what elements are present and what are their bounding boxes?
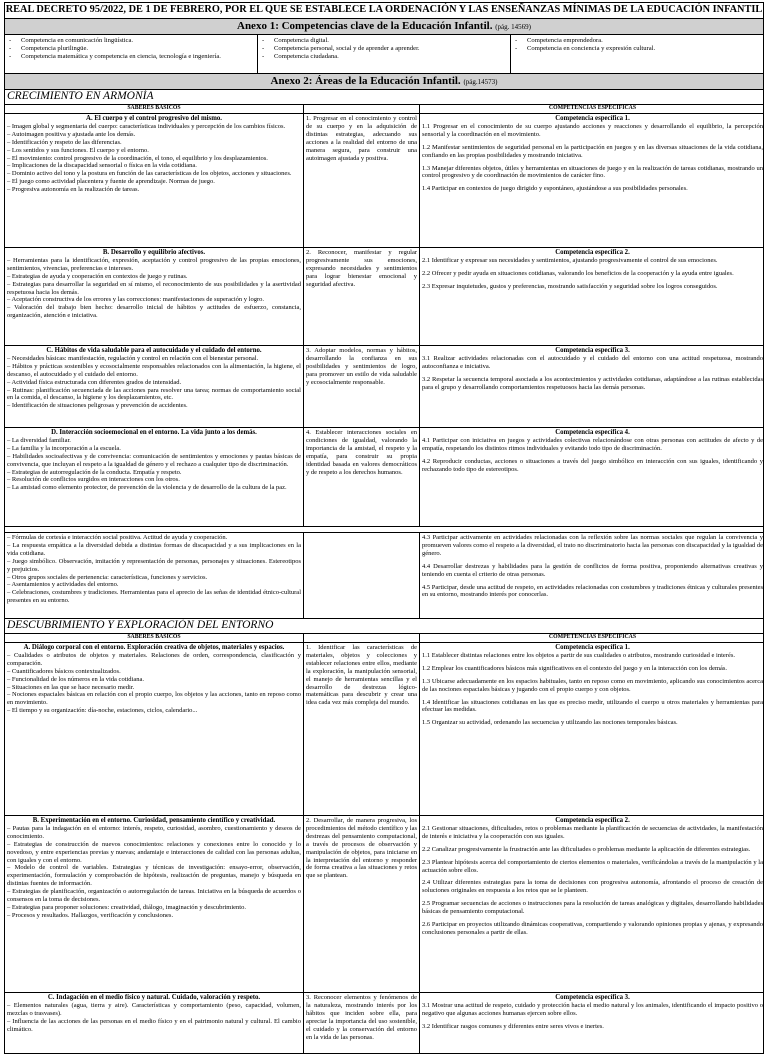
criterio-item: 3.1 Mostrar una actitud de respeto, cuidado y protección hacia el medio natural y los animales, identificando el impacto positivo o negativo que algunas acciones humanas ejercen sobre ellos. <box>422 1001 763 1017</box>
criterios-heading: Competencia específica 2. <box>555 249 630 256</box>
criterio-item: 4.3 Participar activamente en actividades relacionadas con la reflexión sobre las normas sociales que regulan la convivencia y promueven valores como el respeto a la diversidad, el trato no discriminatorio hacia las personas con discapacidad y la igualdad de género. <box>422 534 763 557</box>
criterio-item: 3.2 Respetar la secuencia temporal asociada a los acontecimientos y actividades cotidianas, adaptándose a las rutinas establecidas para el grupo y desarrollando comportamientos respetuosos hacia las demás personas. <box>422 375 763 391</box>
area1-block-d <box>4 428 764 527</box>
criterios-heading: Competencia específica 2. <box>555 817 630 824</box>
saberes-item: – Imagen global y segmentaria del cuerpo: características individuales y percepción de los cambios físicos. <box>7 122 286 130</box>
criterio-item: 4.5 Participar, desde una actitud de respeto, en actividades relacionadas con costumbres y tradiciones étnicas y culturales presentes en su entorno, mostrando interés por conocerlas. <box>422 583 763 599</box>
competencia-especifica-cell <box>303 533 419 618</box>
key-competence-item: - Competencia en comunicación lingüística. <box>9 37 253 45</box>
competencia-especifica-cell: 4. Establecer interacciones sociales en condiciones de igualdad, valorando la importancia de la amistad, el respeto y la empatía, para construir su propia identidad basada en valores democráticos y de respeto a los derechos humanos. <box>303 428 419 526</box>
annex2-header <box>4 74 764 90</box>
criterio-item: 1.1 Progresar en el conocimiento de su cuerpo ajustando acciones y reacciones y desarrollando el equilibrio, la percepción sensorial y la coordinación en el movimiento. <box>422 122 763 138</box>
saberes-item: – Celebraciones, costumbres y tradiciones. Herramientas para el aprecio de las señas de identidad étnico-cultural presentes en su entorno. <box>7 589 301 605</box>
saberes-item: – El tiempo y su organización: día-noche, estaciones, ciclos, calendario... <box>7 707 198 715</box>
area2-block-a <box>4 643 764 816</box>
criterio-item: 2.5 Programar secuencias de acciones o instrucciones para la resolución de tareas analógicas y digitales, desarrollando habilidades básicas de pensamiento computacional. <box>422 900 763 916</box>
saberes-cell <box>5 533 303 618</box>
criterio-item: 4.2 Reproducir conductas, acciones o situaciones a través del juego simbólico en interacción con sus iguales, identificando y rechazando todo tipo de estereotipos. <box>422 457 763 473</box>
criterio-item: 3.1 Realizar actividades relacionadas con el autocuidado y el cuidado del entorno con una actitud respetuosa, mostrando autoconfianza e iniciativa. <box>422 354 763 370</box>
criterio-item: 2.2 Ofrecer y pedir ayuda en situaciones cotidianas, valorando los beneficios de la cooperación y la ayuda entre iguales. <box>422 269 734 277</box>
key-competence-item: - Competencia matemática y competencia en ciencia, tecnología e ingeniería. <box>9 53 253 61</box>
criterios-heading: Competencia específica 4. <box>555 429 630 436</box>
criterio-item: 2.1 Gestionar situaciones, dificultades, retos o problemas mediante la planificación de secuencias de actividades, la manifestación de interés e iniciativa y la cooperación con sus iguales. <box>422 824 763 840</box>
criterio-item: 1.3 Ubicarse adecuadamente en los espacios habituales, tanto en reposo como en movimiento, aplicando sus conocimientos acerca de las nociones espaciales básicas y jugando con el propio cuerpo y con objetos. <box>422 677 763 693</box>
saberes-item: – Cuantificadores básicos contextualizados. <box>7 667 121 675</box>
saberes-item: – Modelo de control de variables. Estrategias y técnicas de investigación: ensayo-error, observación, experimentación, formulación y comprobación de hipótesis, realización de preguntas, manejo y búsqueda en distintas fuentes de información. <box>7 864 301 888</box>
saberes-item: – Procesos y resultados. Hallazgos, verificación y conclusiones. <box>7 911 174 919</box>
annex2-page: (pág.14573) <box>463 78 498 86</box>
saberes-item: – Estrategias para desarrollar la seguridad en sí mismo, el reconocimiento de sus posibilidades y la asertividad respetuosa hacia los demás. <box>7 280 301 296</box>
criterios-heading: Competencia específica 1. <box>555 644 630 651</box>
saberes-item: – Valoración del trabajo bien hecho: desarrollo inicial de hábitos y actitudes de esfuerzo, constancia, organización, atención e iniciativa. <box>7 304 301 320</box>
criterios-heading: Competencia específica 3. <box>555 994 630 1001</box>
saberes-cell <box>5 248 303 345</box>
saberes-item: – Implicaciones de la discapacidad sensorial o física en la vida cotidiana. <box>7 162 197 170</box>
annex1-header <box>4 19 764 35</box>
area1-block-a <box>4 114 764 248</box>
area1-column-headers <box>4 104 764 114</box>
saberes-item: – Nociones espaciales básicas en relación con el propio cuerpo, los objetos y las acciones, tanto en reposo como en movimiento. <box>7 691 301 707</box>
saberes-item: – Identificación y respeto de las diferencias. <box>7 138 122 146</box>
saberes-item: – Funcionalidad de los números en la vida cotidiana. <box>7 675 145 683</box>
saberes-item: – Otros grupos sociales de pertenencia: características, funciones y servicios. <box>7 573 208 581</box>
area2-block-b <box>4 816 764 993</box>
saberes-item: – Elementos naturales (agua, tierra y aire). Características y comportamiento (peso, capacidad, volumen, mezclas o trasvases). <box>7 1001 301 1017</box>
saberes-block-title: B. Desarrollo y equilibrio afectivos. <box>102 249 206 256</box>
document-title: REAL DECRETO 95/2022, DE 1 DE FEBRERO, POR EL QUE SE ESTABLECE LA ORDENACIÓN Y LAS ENSEÑANZAS MÍNIMAS DE LA EDUCACIÓN INFANTIL <box>4 2 764 19</box>
saberes-item: – Estrategias de construcción de nuevos conocimientos: relaciones y conexiones entre lo conocido y lo novedoso, y entre experiencias previas y nuevas; andamiaje e interacciones de calidad con las personas adultas, con iguales y con el entorno. <box>7 840 301 864</box>
criterio-item: 2.3 Plantear hipótesis acerca del comportamiento de ciertos elementos o materiales, verificándolas a través de la manipulación y la actuación sobre ellos. <box>422 858 763 874</box>
saberes-item: – Influencia de las acciones de las personas en el medio físico y en el patrimonio natural y cultural. El cambio climático. <box>7 1017 301 1033</box>
saberes-item: – Estrategias de ayuda y cooperación en contextos de juego y rutinas. <box>7 272 188 280</box>
criterio-item: 2.2 Canalizar progresivamente la frustración ante las dificultades o problemas mediante la aplicación de diferentes estrategias. <box>422 845 751 853</box>
criterio-item: 1.2 Manifestar sentimientos de seguridad personal en la participación en juegos y en las diversas situaciones de la vida cotidiana, confiando en las propias posibilidades y mostrando iniciativa. <box>422 143 763 159</box>
criterios-cell <box>419 816 764 992</box>
saberes-cell <box>5 816 303 992</box>
area1-title: CRECIMIENTO EN ARMONÍA <box>4 90 764 104</box>
saberes-item: – Autoimagen positiva y ajustada ante los demás. <box>7 130 136 138</box>
criterio-item: 1.4 Participar en contextos de juego dirigido y espontáneo, ajustándose a sus posibilidades personales. <box>422 185 688 193</box>
area1-block-b <box>4 248 764 346</box>
competencia-especifica-cell: 3. Adoptar modelos, normas y hábitos, desarrollando la confianza en sus posibilidades y sentimientos de logro, para promover un estilo de vida saludable y ecosocialmente responsable. <box>303 346 419 427</box>
saberes-item: – La familia y la incorporación a la escuela. <box>7 444 121 452</box>
saberes-item: – Estrategias de planificación, organización o autorregulación de tareas. Iniciativa en la búsqueda de acuerdos o consensos en la toma de decisiones. <box>7 888 301 904</box>
saberes-item: – Cualidades o atributos de objetos y materiales. Relaciones de orden, correspondencia, clasificación y comparación. <box>7 651 301 667</box>
saberes-item: – La diversidad familiar. <box>7 436 71 444</box>
criterios-cell <box>419 428 764 526</box>
key-competence-item: - Competencia en conciencia y expresión cultural. <box>515 45 759 53</box>
saberes-item: – Estrategias para proponer soluciones: creatividad, diálogo, imaginación y descubrimiento. <box>7 903 246 911</box>
competencia-especifica-cell: 1. Progresar en el conocimiento y control de su cuerpo y en la adquisición de distintas estrategias, adecuando sus acciones a la realidad del entorno de una manera segura, para construir una autoimagen ajustada y positiva. <box>303 114 419 247</box>
criterios-cell <box>419 114 764 247</box>
key-competences-col-1 <box>5 35 257 73</box>
criterio-item: 2.6 Participar en proyectos utilizando dinámicas cooperativas, compartiendo y valorando opiniones propias y ajenas, y expresando conclusiones personales a partir de ellas. <box>422 921 763 936</box>
criterio-item: 1.5 Organizar su actividad, ordenando las secuencias y utilizando las nociones temporales básicas. <box>422 719 678 727</box>
criterio-item: 1.4 Identificar las situaciones cotidianas en las que es preciso medir, utilizando el cuerpo u otros materiales y herramientas para efectuar las medidas. <box>422 698 763 714</box>
saberes-header: SABERES BÁSICOS <box>127 634 181 640</box>
competencia-especifica-cell: 3. Reconocer elementos y fenómenos de la naturaleza, mostrando interés por los hábitos que inciden sobre ella, para apreciar la importancia del uso sostenible, el cuidado y la conservación del entorno en la vida de las personas. <box>303 993 419 1053</box>
criterios-heading: Competencia específica 3. <box>555 347 630 354</box>
saberes-item: – Rutinas: planificación secuenciada de las acciones para resolver una tarea; normas de comportamiento social en la comida, el descanso, la higiene y los desplazamientos, etc. <box>7 386 301 402</box>
document <box>4 2 764 1054</box>
saberes-item: – El movimiento: control progresivo de la coordinación, el tono, el equilibrio y los desplazamientos. <box>7 154 268 162</box>
area2-title: DESCUBRIMIENTO Y EXPLORACIÓN DEL ENTORNO <box>4 619 764 633</box>
saberes-block-title: C. Indagación en el medio físico y natural. Cuidado, valoración y respeto. <box>47 994 261 1001</box>
saberes-item: – Pautas para la indagación en el entorno: interés, respeto, curiosidad, asombro, cuestionamiento y deseos de conocimiento. <box>7 824 301 840</box>
saberes-item: – Aceptación constructiva de los errores y las correcciones: manifestaciones de superación y logro. <box>7 296 265 304</box>
criterio-item: 1.1 Establecer distintas relaciones entre los objetos a partir de sus cualidades o atributos, mostrando curiosidad e interés. <box>422 651 735 659</box>
saberes-cell <box>5 428 303 526</box>
saberes-item: – Dominio activo del tono y la postura en función de las características de los objetos, acciones y situaciones. <box>7 170 292 178</box>
criterio-item: 2.1 Identificar y expresar sus necesidades y sentimientos, ajustando progresivamente el control de sus emociones. <box>422 256 718 264</box>
competencia-especifica-cell: 2. Reconocer, manifestar y regular progresivamente sus emociones, expresando necesidades y sentimientos para lograr bienestar emocional y seguridad afectiva. <box>303 248 419 345</box>
saberes-cell <box>5 643 303 815</box>
saberes-item: – La respuesta empática a la diversidad debida a distintas formas de discapacidad y a sus implicaciones en la vida cotidiana. <box>7 541 301 557</box>
saberes-item: – Identificación de situaciones peligrosas y prevención de accidentes. <box>7 402 188 410</box>
saberes-cell <box>5 993 303 1053</box>
area2-column-headers <box>4 633 764 643</box>
key-competence-item: - Competencia ciudadana. <box>262 53 506 61</box>
criterio-item: 4.4 Desarrollar destrezas y habilidades para la gestión de conflictos de forma positiva, proponiendo alternativas creativas y teniendo en cuenta el criterio de otras personas. <box>422 562 763 578</box>
criterio-item: 1.3 Manejar diferentes objetos, útiles y herramientas en situaciones de juego y en la realización de tareas cotidianas, mostrando un control progresivo y de coordinación de movimientos de carácter fino. <box>422 164 763 180</box>
saberes-item: – Habilidades socioafectivas y de convivencia: comunicación de sentimientos y emociones y pautas básicas de convivencia, que incluyan el respeto a la igualdad de género y el rechazo a cualquier tipo de discriminación. <box>7 452 301 468</box>
competencia-especifica-cell: 2. Desarrollar, de manera progresiva, los procedimientos del método científico y las destrezas del pensamiento computacional, a través de procesos de observación y manipulación de objetos, para iniciarse en la interpretación del entorno y responder de forma creativa a las situaciones y retos que se plantean. <box>303 816 419 992</box>
key-competence-item: - Competencia emprendedora. <box>515 37 759 45</box>
saberes-item: – Progresiva autonomía en la realización de tareas. <box>7 186 140 194</box>
key-competence-item: - Competencia plurilingüe. <box>9 45 253 53</box>
criterio-item: 4.1 Participar con iniciativa en juegos y actividades colectivas relacionándose con otras personas con actitudes de afecto y de empatía, respetando los distintos ritmos individuales y evitando todo tipo de discriminación. <box>422 436 763 452</box>
saberes-item: – Situaciones en las que se hace necesario medir. <box>7 683 135 691</box>
criterio-item: 2.3 Expresar inquietudes, gustos y preferencias, mostrando satisfacción y seguridad sobre los logros conseguidos. <box>422 282 718 290</box>
criterios-cell <box>419 248 764 345</box>
criterios-cell <box>419 533 764 618</box>
annex2-title: Anexo 2: Áreas de la Educación Infantil. <box>270 75 461 87</box>
saberes-cell <box>5 114 303 247</box>
annex1-page: (pág. 14569) <box>495 23 531 31</box>
saberes-item: – Los sentidos y sus funciones. El cuerpo y el entorno. <box>7 146 149 154</box>
criterios-cell <box>419 346 764 427</box>
saberes-item: – Actividad física estructurada con diferentes grados de intensidad. <box>7 378 182 386</box>
ce-header-blank <box>303 634 419 642</box>
key-competence-item: - Competencia digital. <box>262 37 506 45</box>
competencias-header: COMPETENCIAS ESPECÍFICAS <box>419 105 764 113</box>
saberes-block-title: A. Diálogo corporal con el entorno. Exploración creativa de objetos, materiales y espacios. <box>23 644 285 651</box>
area1-block-d-continued <box>4 532 764 619</box>
saberes-block-title: B. Experimentación en el entorno. Curiosidad, pensamiento científico y creatividad. <box>32 817 276 824</box>
saberes-item: – Asentamientos y actividades del entorno. <box>7 581 119 589</box>
saberes-item: – Resolución de conflictos surgidos en interacciones con los otros. <box>7 476 180 484</box>
competencias-header: COMPETENCIAS ESPECÍFICAS <box>419 634 764 642</box>
saberes-block-title: A. El cuerpo y el control progresivo del mismo. <box>86 115 222 122</box>
saberes-item: – La amistad como elemento protector, de prevención de la violencia y de desarrollo de la cultura de la paz. <box>7 484 287 492</box>
saberes-item: – Necesidades básicas: manifestación, regulación y control en relación con el bienestar personal. <box>7 354 259 362</box>
annex1-title: Anexo 1: Competencias clave de la Educación Infantil. <box>237 20 493 32</box>
key-competences-col-3 <box>510 35 763 73</box>
saberes-block-title: C. Hábitos de vida saludable para el autocuidado y el cuidado del entorno. <box>46 347 262 354</box>
saberes-block-title: D. Interacción socioemocional en el entorno. La vida junto a los demás. <box>51 429 257 436</box>
saberes-cell <box>5 346 303 427</box>
saberes-item: – El juego como actividad placentera y fuente de aprendizaje. Normas de juego. <box>7 178 215 186</box>
saberes-item: – Juego simbólico. Observación, imitación y representación de personas, personajes y situaciones. Estereotipos y prejuicios. <box>7 557 301 573</box>
saberes-item: – Herramientas para la identificación, expresión, aceptación y control progresivo de las propias emociones, sentimientos, vivencias, preferencias e intereses. <box>7 256 301 272</box>
criterio-item: 2.4 Utilizar diferentes estrategias para la toma de decisiones con progresiva autonomía, afrontando el proceso de creación de soluciones originales en respuesta a los retos que se le planteen. <box>422 879 763 895</box>
saberes-item: – Fórmulas de cortesía e interacción social positiva. Actitud de ayuda y cooperación. <box>7 534 228 541</box>
competencia-especifica-cell: 1. Identificar las características de materiales, objetos y colecciones y establecer relaciones entre ellos, mediante la exploración, la manipulación sensorial, el manejo de herramientas sencillas y el desarrollo de destrezas lógico-matemáticas para descubrir y crear una idea cada vez más compleja del mundo. <box>303 643 419 815</box>
saberes-item: – Hábitos y prácticas sostenibles y ecosocialmente responsables relacionados con la alimentación, la higiene, el descanso, el autocuidado y el cuidado del entorno. <box>7 362 301 378</box>
ce-header-blank <box>303 105 419 113</box>
saberes-header: SABERES BÁSICOS <box>127 105 181 111</box>
key-competences-row <box>4 35 764 74</box>
criterio-item: 1.2 Emplear los cuantificadores básicos más significativos en el contexto del juego y en la interacción con los demás. <box>422 664 728 672</box>
criterios-heading: Competencia específica 1. <box>555 115 630 122</box>
criterios-cell <box>419 643 764 815</box>
saberes-item: – Estrategias de autorregulación de la conducta. Empatía y respeto. <box>7 468 182 476</box>
area1-block-c <box>4 346 764 428</box>
criterio-item: 3.2 Identificar rasgos comunes y diferentes entre seres vivos e inertes. <box>422 1022 604 1030</box>
key-competences-col-2 <box>257 35 510 73</box>
criterios-cell <box>419 993 764 1053</box>
key-competence-item: - Competencia personal, social y de aprender a aprender. <box>262 45 506 53</box>
